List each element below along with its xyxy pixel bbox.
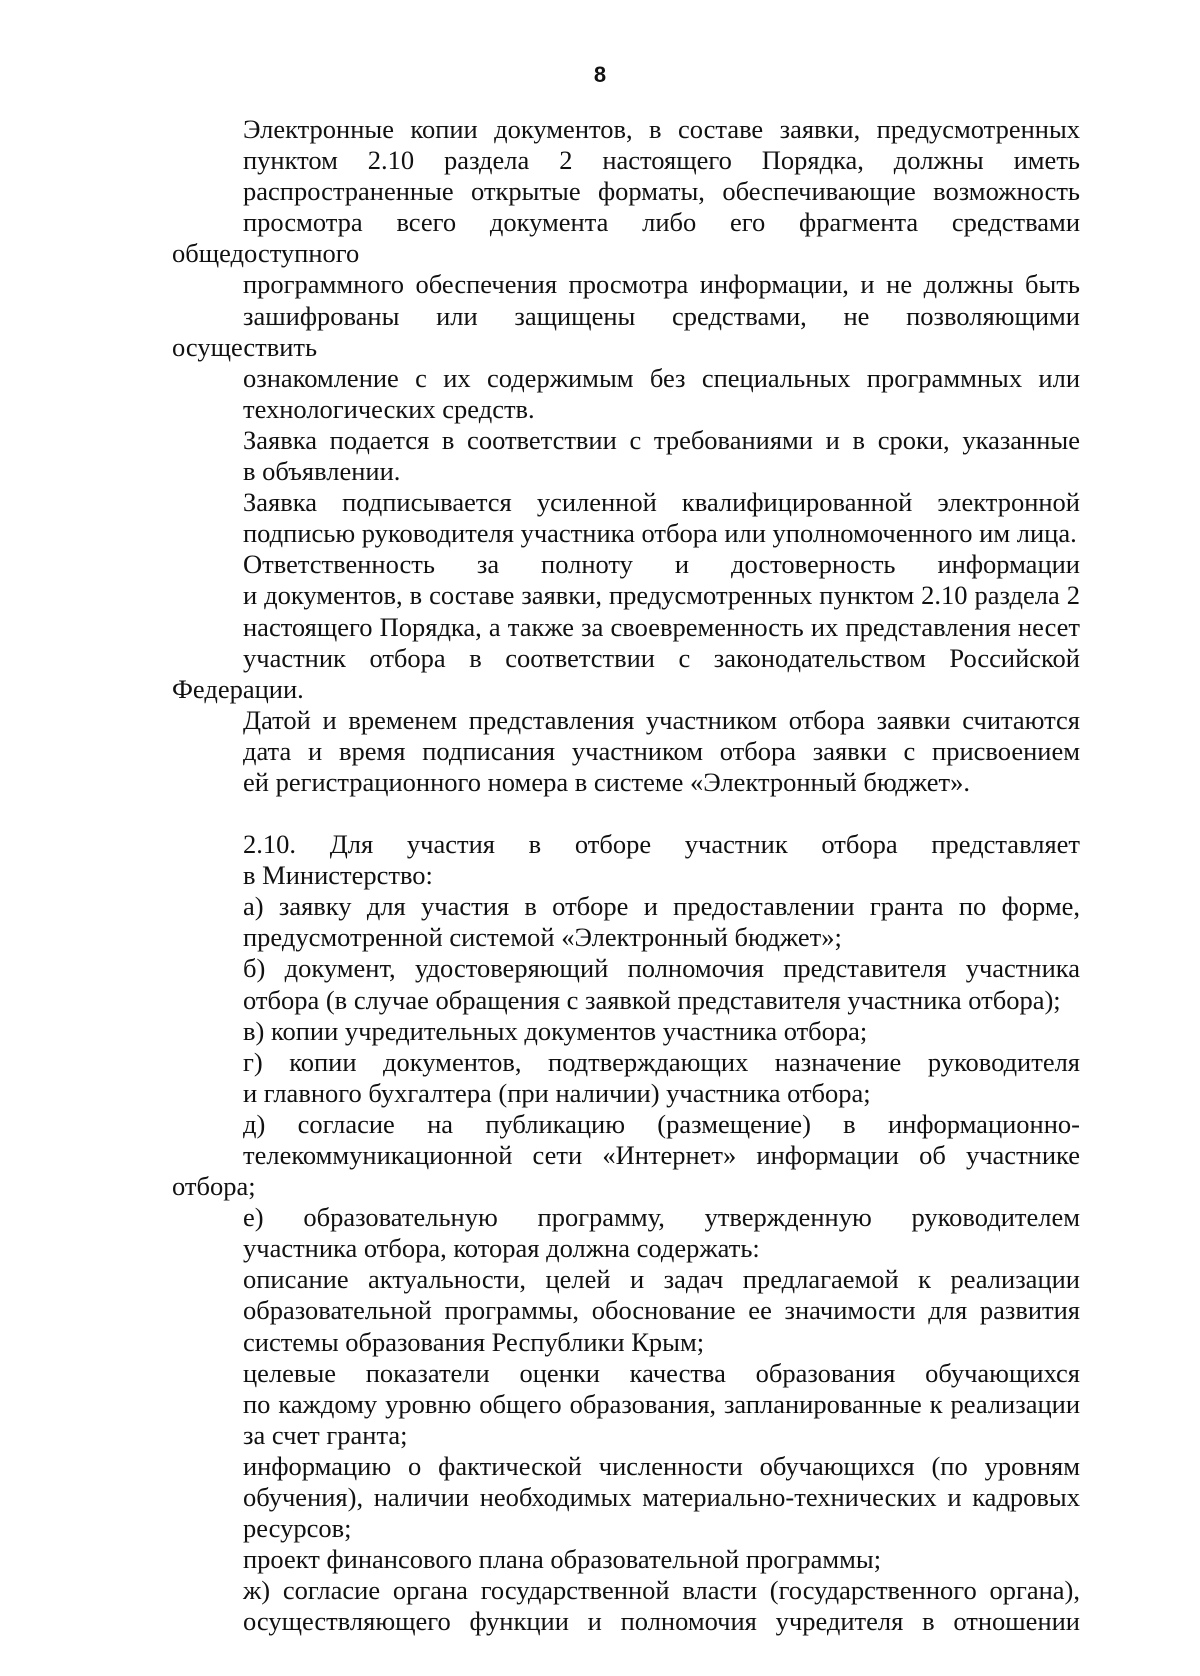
- text-line: отбора (в случае обращения с заявкой представителя участника отбора);: [243, 984, 1061, 1015]
- text-line: и главного бухгалтера (при наличии) участника отбора;: [243, 1077, 871, 1108]
- list-item-a: [172, 891, 1080, 953]
- text-line: Заявка подписывается усиленной квалифицированной электронной: [243, 487, 1080, 518]
- text-line: обучения), наличии необходимых материально-технических и кадровых: [243, 1482, 1080, 1513]
- text-line: настоящего Порядка, а также за своевременность их представления несет: [243, 611, 1080, 642]
- text-line: предусмотренной системой «Электронный бюджет»;: [243, 922, 842, 953]
- text-line: Датой и временем представления участником отбора заявки считаются: [243, 704, 1080, 735]
- list-item-b: [172, 953, 1080, 1015]
- text-line: зашифрованы или защищены средствами, не позволяющими осуществить: [172, 300, 1080, 362]
- text-line: б) документ, удостоверяющий полномочия представителя участника: [243, 953, 1080, 984]
- list-item-e: [172, 1202, 1080, 1264]
- text-line: по каждому уровню общего образования, запланированные к реализации: [243, 1388, 1080, 1419]
- text-line: а) заявку для участия в отборе и предоставлении гранта по форме,: [243, 891, 1080, 922]
- text-line: участника отбора, которая должна содержать:: [243, 1233, 760, 1264]
- text-line: ж) согласие органа государственной власти (государственного органа),: [243, 1575, 1080, 1606]
- text-line: в) копии учредительных документов участника отбора;: [243, 1015, 868, 1046]
- list-item-zh: [172, 1575, 1080, 1637]
- text-line: дата и время подписания участником отбора заявки с присвоением: [243, 735, 1080, 766]
- page-number: 8: [593, 62, 607, 87]
- text-line: подписью руководителя участника отбора или уполномоченного им лица.: [243, 518, 1077, 549]
- text-line: целевые показатели оценки качества образования обучающихся: [243, 1357, 1080, 1388]
- text-line: ей регистрационного номера в системе «Электронный бюджет».: [243, 766, 970, 797]
- text-line: г) копии документов, подтверждающих назначение руководителя: [243, 1046, 1080, 1077]
- text-line: и документов, в составе заявки, предусмотренных пунктом 2.10 раздела 2: [243, 580, 1080, 611]
- text-line: информацию о фактической численности обучающихся (по уровням: [243, 1450, 1080, 1481]
- paragraph-section-2-10: [172, 829, 1080, 891]
- list-item-g: [172, 1047, 1080, 1109]
- text-line: распространенные открытые форматы, обеспечивающие возможность: [243, 176, 1080, 207]
- text-line: системы образования Республики Крым;: [243, 1326, 705, 1357]
- sub-item-target-indicators: [172, 1358, 1080, 1451]
- text-line: описание актуальности, целей и задач предлагаемой к реализации: [243, 1264, 1080, 1295]
- paragraph-gap: [172, 798, 1080, 829]
- text-line: ознакомление с их содержимым без специальных программных или: [243, 362, 1080, 393]
- text-line: проект финансового плана образовательной программы;: [243, 1544, 882, 1575]
- text-line: в Министерство:: [243, 860, 433, 891]
- paragraph-application-submission: [172, 425, 1080, 487]
- text-line: просмотра всего документа либо его фрагмента средствами общедоступного: [172, 207, 1080, 269]
- text-line: участник отбора в соответствии с законодательством Российской Федерации.: [172, 642, 1080, 704]
- sub-item-student-count: [172, 1451, 1080, 1544]
- sub-item-financial-plan: [172, 1544, 1080, 1575]
- text-line: пунктом 2.10 раздела 2 настоящего Порядка, должны иметь: [243, 145, 1080, 176]
- sub-item-relevance: [172, 1264, 1080, 1357]
- paragraph-submission-date: [172, 705, 1080, 798]
- text-line: телекоммуникационной сети «Интернет» информации об участнике отбора;: [172, 1140, 1080, 1202]
- paragraph-responsibility: [172, 549, 1080, 704]
- list-item-d: [172, 1109, 1080, 1202]
- text-line: 2.10. Для участия в отборе участник отбора представляет: [243, 829, 1080, 860]
- text-line: Ответственность за полноту и достоверность информации: [243, 549, 1080, 580]
- paragraph-application-signature: [172, 487, 1080, 549]
- text-line: ресурсов;: [243, 1513, 352, 1544]
- text-line: технологических средств.: [243, 393, 535, 424]
- paragraph-electronic-copies: [172, 114, 1080, 425]
- text-line: е) образовательную программу, утвержденную руководителем: [243, 1202, 1080, 1233]
- text-line: за счет гранта;: [243, 1419, 408, 1450]
- text-line: программного обеспечения просмотра информации, и не должны быть: [243, 269, 1080, 300]
- list-item-v: [172, 1016, 1080, 1047]
- text-line: Электронные копии документов, в составе заявки, предусмотренных: [243, 114, 1080, 144]
- text-line: образовательной программы, обоснование ее значимости для развития: [243, 1295, 1080, 1326]
- text-line: в объявлении.: [243, 456, 401, 487]
- text-line: д) согласие на публикацию (размещение) в информационно-: [243, 1108, 1080, 1139]
- text-line: Заявка подается в соответствии с требованиями и в сроки, указанные: [243, 424, 1080, 455]
- text-line: осуществляющего функции и полномочия учредителя в отношении: [243, 1606, 1080, 1637]
- document-body: [172, 114, 1080, 1638]
